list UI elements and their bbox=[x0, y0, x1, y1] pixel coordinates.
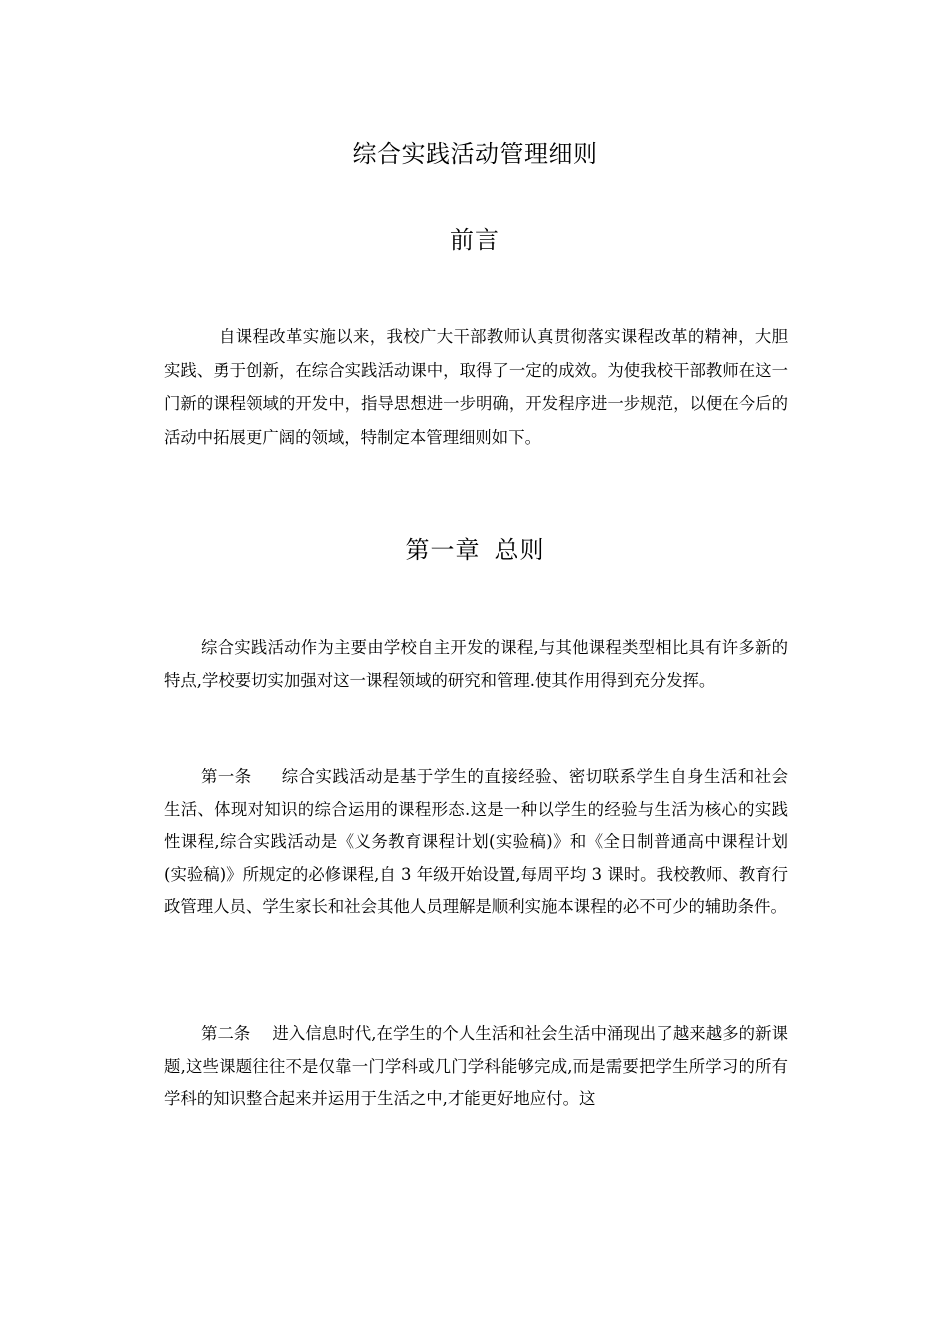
preface-paragraph: 自课程改革实施以来，我校广大干部教师认真贯彻落实课程改革的精神，大胆实践、勇于创新，在综合实践活动课中，取得了一定的成效。为使我校干部教师在这一门新的课程领域的开发中，指导思想进一步明确，开发程序进一步规范，以便在今后的活动中拓展更广阔的领域，特制定本管理细则如下。 bbox=[164, 327, 788, 447]
article-text: 进入信息时代,在学生的个人生活和社会生活中涌现出了越来越多的新课题,这些课题往往不是仅靠一门学科或几门学科能够完成,而是需要把学生所学习的所有学科的知识整合起来并运用于生活之中,才能更好地应付。这 bbox=[164, 1024, 789, 1108]
article-paragraph bbox=[164, 1018, 788, 1116]
article-text: 综合实践活动是基于学生的直接经验、密切联系学生自身生活和社会生活、体现对知识的综合运用的课程形态.这是一种以学生的经验与生活为核心的实践性课程,综合实践活动是《义务教育课程计划(实验稿)》和《全日制普通高中课程计划(实验稿)》所规定的必修课程,自 3 年级开始设置,每周平均 3 课时。我校教师、教育行 政管理人员、学生家长和社会其他人员理解是顺利实施本课程的必不可少的辅助条件。 bbox=[164, 767, 789, 916]
chapter-title: 总则 bbox=[494, 536, 545, 564]
document-title: 综合实践活动管理细则 bbox=[352, 140, 598, 168]
preface-heading: 前言 bbox=[450, 226, 500, 254]
article-number: 第二条 bbox=[201, 1024, 251, 1043]
chapter-number: 第一章 bbox=[405, 536, 481, 564]
article-paragraph bbox=[164, 761, 788, 924]
chapter-heading bbox=[0, 532, 950, 568]
article-number: 第一条 bbox=[201, 767, 252, 786]
chapter-intro-paragraph: 综合实践活动作为主要由学校自主开发的课程,与其他课程类型相比具有许多新的特点,学校要切实加强对这一课程领域的研究和管理.使其作用得到充分发挥。 bbox=[164, 638, 788, 690]
